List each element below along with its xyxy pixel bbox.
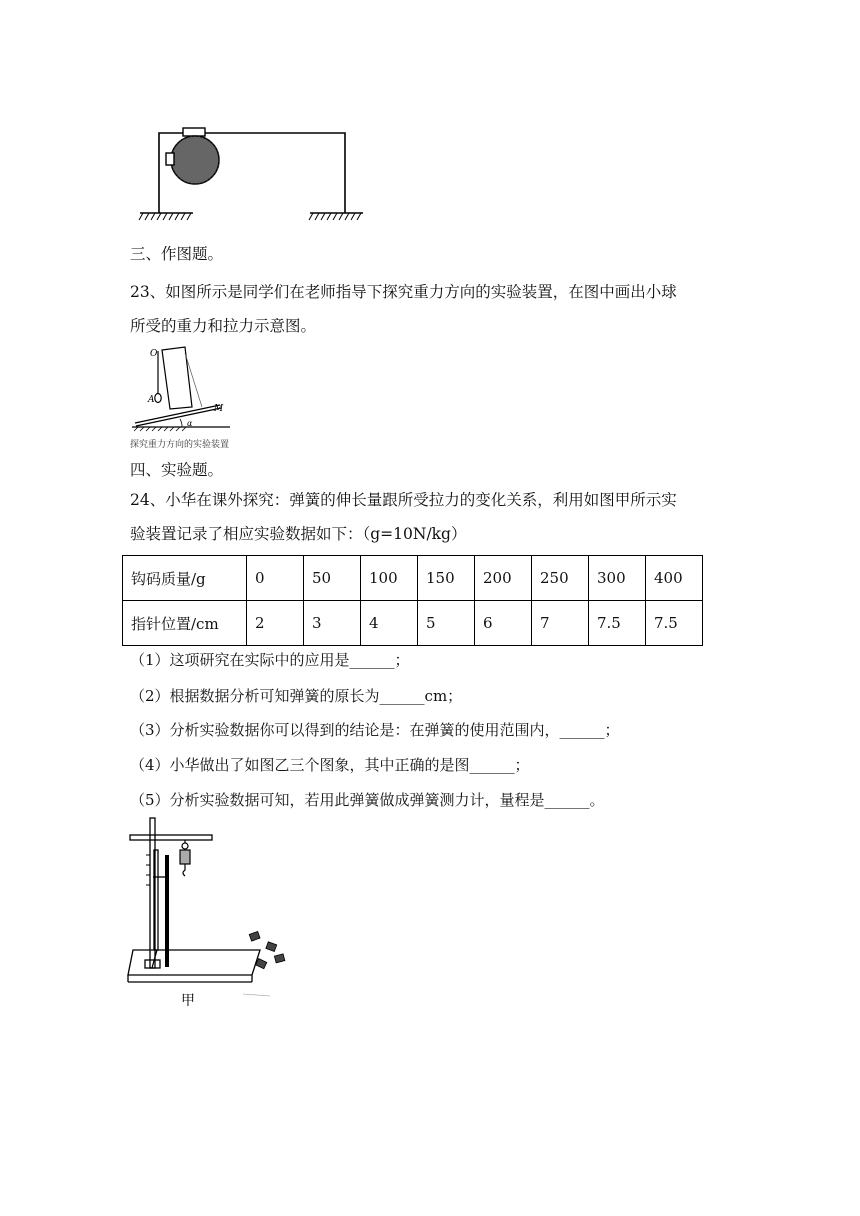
table-cell: 2 [247,601,304,646]
q24-line2: 验装置记录了相应实验数据如下：（g=10N/kg） [130,525,467,543]
q24-sub1: （1）这项研究在实际中的应用是______； [130,651,410,669]
q23-line1: 23、如图所示是同学们在老师指导下探究重力方向的实验装置，在图中画出小球 [130,283,677,301]
gravity-apparatus-figure [130,345,260,435]
table-cell: 400 [646,556,703,601]
section-4-heading: 四、实验题。 [130,461,224,479]
q24-sub5: （5）分析实验数据可知，若用此弹簧做成弹簧测力计，量程是______。 [130,791,605,809]
table-row [123,556,703,601]
table-row [123,601,703,646]
data-table [122,555,703,646]
spring-apparatus-figure [125,815,305,1010]
table-cell: 6 [475,601,532,646]
table-cell: 4 [361,601,418,646]
q24-line1: 24、小华在课外探究：弹簧的伸长量跟所受拉力的变化关系，利用如图甲所示实 [130,491,677,509]
q24-sub2: （2）根据数据分析可知弹簧的原长为______cm； [130,687,463,705]
section-3-heading: 三、作图题。 [130,245,224,263]
label-A: A [148,395,155,405]
table-cell: 7.5 [589,601,646,646]
table-cell: 300 [589,556,646,601]
q24-sub4: （4）小华做出了如图乙三个图象，其中正确的是图______； [130,756,530,774]
table-cell: 200 [475,556,532,601]
frame-ball-figure [135,125,370,225]
label-O: O [150,349,158,359]
table-cell: 钩码质量/g [123,556,247,601]
table-cell: 100 [361,556,418,601]
table-cell: 50 [304,556,361,601]
table-cell: 7 [532,601,589,646]
q24-sub3: （3）分析实验数据你可以得到的结论是：在弹簧的使用范围内，______； [130,721,620,739]
table-cell: 指针位置/cm [123,601,247,646]
q23-line2: 所受的重力和拉力示意图。 [130,317,317,335]
table-cell: 150 [418,556,475,601]
label-alpha: α [187,419,193,428]
table-cell: 7.5 [646,601,703,646]
table-cell: 5 [418,601,475,646]
label-M: M [214,404,224,414]
figure-label-jia: 甲 [181,993,195,1009]
table-cell: 0 [247,556,304,601]
figure-caption: 探究重力方向的实验装置 [130,440,230,450]
table-cell: 250 [532,556,589,601]
table-cell: 3 [304,601,361,646]
